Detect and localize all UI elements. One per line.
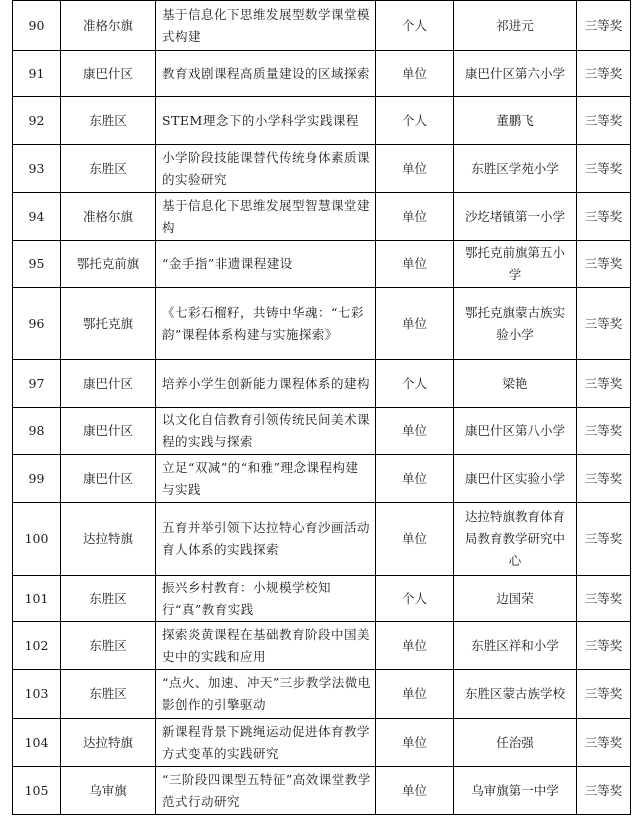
cell-applicant-type: 单位 <box>376 145 454 193</box>
cell-applicant-type: 单位 <box>376 503 454 576</box>
cell-district: 康巴什区 <box>61 408 156 455</box>
cell-district: 东胜区 <box>61 622 156 670</box>
cell-unit-or-person: 达拉特旗教育体育局教育教学研究中心 <box>454 503 577 576</box>
cell-unit-or-person: 鄂托克前旗第五小学 <box>454 241 577 288</box>
cell-number: 101 <box>13 576 61 622</box>
cell-applicant-type: 个人 <box>376 360 454 408</box>
cell-award-level: 三等奖 <box>577 408 631 455</box>
cell-applicant-type: 单位 <box>376 719 454 767</box>
table-row <box>13 1 631 51</box>
cell-unit-or-person: 沙圪堵镇第一小学 <box>454 193 577 241</box>
cell-number: 93 <box>13 145 61 193</box>
cell-project-title: 小学阶段技能课替代传统身体素质课的实验研究 <box>156 145 376 193</box>
table-row <box>13 503 631 576</box>
cell-award-level: 三等奖 <box>577 767 631 815</box>
cell-district: 东胜区 <box>61 670 156 719</box>
cell-number: 102 <box>13 622 61 670</box>
cell-number: 103 <box>13 670 61 719</box>
cell-award-level: 三等奖 <box>577 288 631 360</box>
cell-project-title: 教育戏剧课程高质量建设的区域探索 <box>156 51 376 97</box>
cell-project-title: STEM理念下的小学科学实践课程 <box>156 97 376 145</box>
cell-number: 100 <box>13 503 61 576</box>
cell-applicant-type: 个人 <box>376 576 454 622</box>
cell-project-title: 新课程背景下跳绳运动促进体育教学方式变革的实践研究 <box>156 719 376 767</box>
awards-table-body <box>13 1 631 815</box>
cell-district: 达拉特旗 <box>61 503 156 576</box>
awards-table <box>12 0 631 815</box>
cell-project-title: 培养小学生创新能力课程体系的建构 <box>156 360 376 408</box>
cell-project-title: 立足“双减”的“和雅”理念课程构建与实践 <box>156 455 376 503</box>
cell-award-level: 三等奖 <box>577 51 631 97</box>
cell-applicant-type: 个人 <box>376 97 454 145</box>
cell-unit-or-person: 边国荣 <box>454 576 577 622</box>
cell-award-level: 三等奖 <box>577 576 631 622</box>
cell-applicant-type: 单位 <box>376 455 454 503</box>
cell-district: 康巴什区 <box>61 455 156 503</box>
cell-applicant-type: 单位 <box>376 670 454 719</box>
cell-project-title: 《七彩石榴籽，共铸中华魂：“七彩韵”课程体系构建与实施探索》 <box>156 288 376 360</box>
table-row <box>13 360 631 408</box>
cell-applicant-type: 单位 <box>376 622 454 670</box>
cell-district: 乌审旗 <box>61 767 156 815</box>
cell-project-title: 探索炎黄课程在基础教育阶段中国美史中的实践和应用 <box>156 622 376 670</box>
cell-project-title: 振兴乡村教育：小规模学校知行“真”教育实践 <box>156 576 376 622</box>
cell-award-level: 三等奖 <box>577 360 631 408</box>
cell-award-level: 三等奖 <box>577 503 631 576</box>
cell-district: 准格尔旗 <box>61 193 156 241</box>
cell-number: 92 <box>13 97 61 145</box>
cell-unit-or-person: 东胜区学苑小学 <box>454 145 577 193</box>
table-row <box>13 622 631 670</box>
cell-award-level: 三等奖 <box>577 719 631 767</box>
table-row <box>13 51 631 97</box>
cell-applicant-type: 单位 <box>376 767 454 815</box>
cell-project-title: “三阶段四课型五特征”高效课堂教学范式行动研究 <box>156 767 376 815</box>
table-row <box>13 97 631 145</box>
cell-number: 90 <box>13 1 61 51</box>
cell-award-level: 三等奖 <box>577 670 631 719</box>
table-row <box>13 670 631 719</box>
cell-award-level: 三等奖 <box>577 455 631 503</box>
table-row <box>13 193 631 241</box>
cell-unit-or-person: 东胜区祥和小学 <box>454 622 577 670</box>
cell-unit-or-person: 祁进元 <box>454 1 577 51</box>
table-row <box>13 455 631 503</box>
cell-district: 达拉特旗 <box>61 719 156 767</box>
cell-project-title: “点火、加速、冲天”三步教学法微电影创作的引擎驱动 <box>156 670 376 719</box>
cell-project-title: “金手指”非遗课程建设 <box>156 241 376 288</box>
cell-number: 91 <box>13 51 61 97</box>
cell-number: 95 <box>13 241 61 288</box>
cell-district: 准格尔旗 <box>61 1 156 51</box>
cell-unit-or-person: 梁艳 <box>454 360 577 408</box>
cell-applicant-type: 单位 <box>376 193 454 241</box>
cell-unit-or-person: 东胜区蒙古族学校 <box>454 670 577 719</box>
table-row <box>13 145 631 193</box>
cell-unit-or-person: 康巴什区第八小学 <box>454 408 577 455</box>
cell-number: 96 <box>13 288 61 360</box>
cell-district: 东胜区 <box>61 145 156 193</box>
cell-unit-or-person: 鄂托克旗蒙古族实验小学 <box>454 288 577 360</box>
cell-district: 康巴什区 <box>61 360 156 408</box>
cell-award-level: 三等奖 <box>577 193 631 241</box>
cell-award-level: 三等奖 <box>577 241 631 288</box>
cell-number: 104 <box>13 719 61 767</box>
cell-project-title: 以文化自信教育引领传统民间美术课程的实践与探索 <box>156 408 376 455</box>
table-row <box>13 576 631 622</box>
cell-district: 东胜区 <box>61 97 156 145</box>
table-row <box>13 408 631 455</box>
cell-award-level: 三等奖 <box>577 97 631 145</box>
cell-project-title: 基于信息化下思维发展型智慧课堂建构 <box>156 193 376 241</box>
cell-district: 鄂托克旗 <box>61 288 156 360</box>
cell-applicant-type: 个人 <box>376 1 454 51</box>
cell-project-title: 五育并举引领下达拉特心育沙画活动育人体系的实践探索 <box>156 503 376 576</box>
cell-district: 东胜区 <box>61 576 156 622</box>
cell-project-title: 基于信息化下思维发展型数学课堂模式构建 <box>156 1 376 51</box>
cell-number: 99 <box>13 455 61 503</box>
cell-award-level: 三等奖 <box>577 622 631 670</box>
cell-applicant-type: 单位 <box>376 241 454 288</box>
cell-applicant-type: 单位 <box>376 51 454 97</box>
cell-number: 94 <box>13 193 61 241</box>
cell-award-level: 三等奖 <box>577 145 631 193</box>
table-row <box>13 767 631 815</box>
cell-number: 105 <box>13 767 61 815</box>
table-row <box>13 719 631 767</box>
cell-unit-or-person: 康巴什区第六小学 <box>454 51 577 97</box>
cell-unit-or-person: 乌审旗第一中学 <box>454 767 577 815</box>
cell-number: 98 <box>13 408 61 455</box>
cell-applicant-type: 单位 <box>376 408 454 455</box>
cell-district: 鄂托克前旗 <box>61 241 156 288</box>
cell-award-level: 三等奖 <box>577 1 631 51</box>
table-row <box>13 241 631 288</box>
cell-applicant-type: 单位 <box>376 288 454 360</box>
cell-unit-or-person: 任治强 <box>454 719 577 767</box>
cell-unit-or-person: 康巴什区实验小学 <box>454 455 577 503</box>
table-row <box>13 288 631 360</box>
cell-unit-or-person: 董鹏飞 <box>454 97 577 145</box>
cell-number: 97 <box>13 360 61 408</box>
cell-district: 康巴什区 <box>61 51 156 97</box>
